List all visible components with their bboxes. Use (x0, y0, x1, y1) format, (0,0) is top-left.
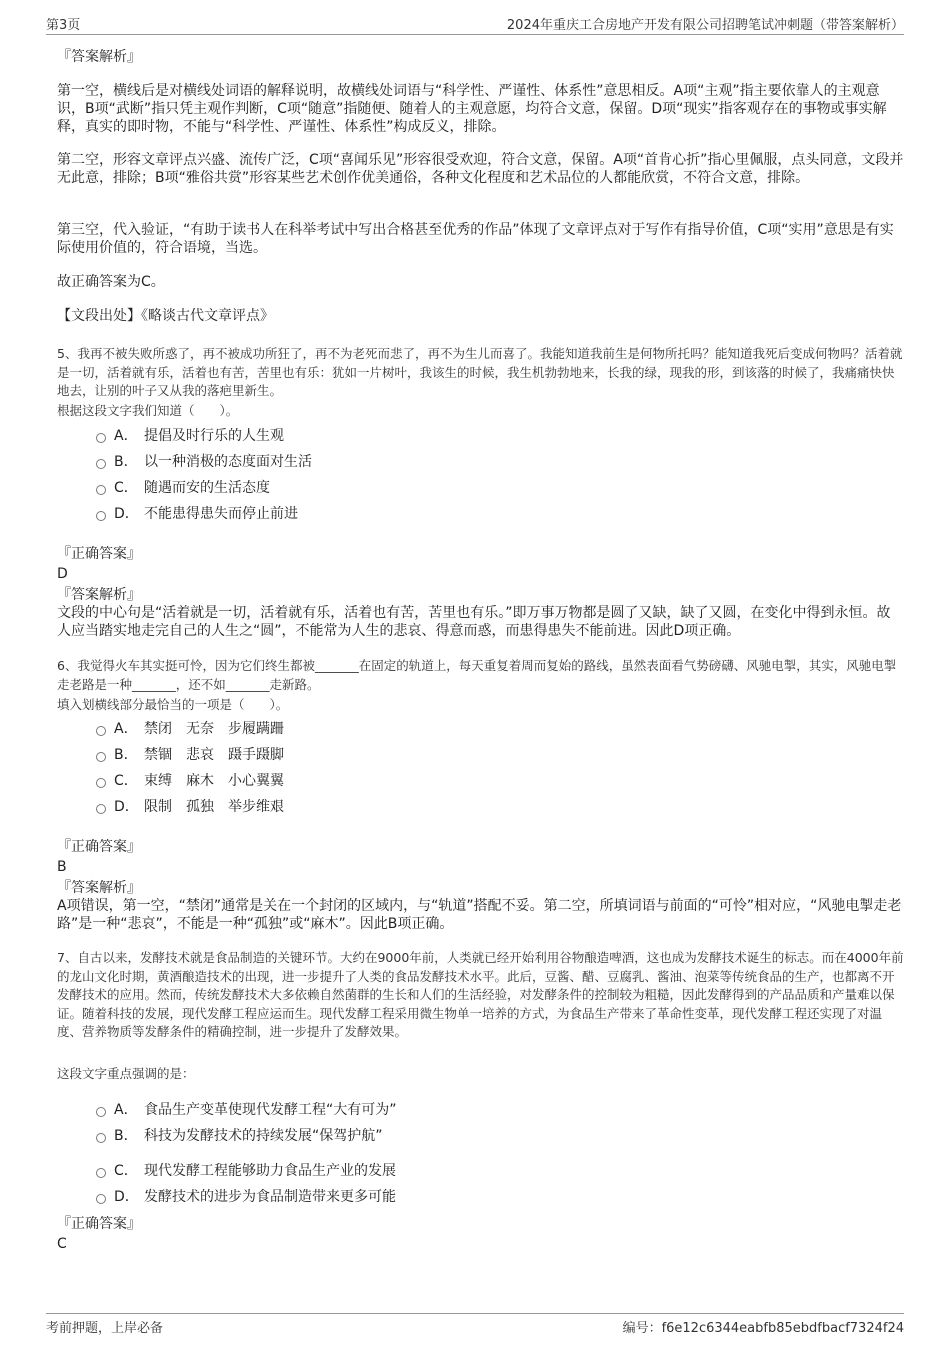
q5-option-b[interactable]: B． 以一种消极的态度面对生活 (96, 452, 312, 472)
document-code: 编号：f6e12c6344eabfb85ebdfbacf7324f24 (622, 1321, 904, 1336)
page-footer (46, 1313, 904, 1336)
q6-answer-label: 『正确答案』 (57, 839, 141, 855)
q5-answer: D (57, 566, 68, 582)
q7-answer: C (57, 1236, 67, 1252)
q6-option-a[interactable]: A． 禁闭 无奈 步履蹒跚 (96, 719, 284, 739)
q6-option-d[interactable]: D． 限制 孤独 举步维艰 (96, 797, 284, 817)
q5-option-a[interactable]: A． 提倡及时行乐的人生观 (96, 426, 284, 446)
radio-icon[interactable] (96, 1133, 106, 1143)
page-number: 第3页 (46, 18, 81, 33)
radio-icon[interactable] (96, 778, 106, 788)
q6-prompt: 填入划横线部分最恰当的一项是（ ）。 (57, 697, 289, 712)
q6-stem: 6、我觉得火车其实挺可怜，因为它们终生都被_______在固定的轨道上，每天重复着周而复始的路线，虽然表面看气势磅礴、风驰电掣，其实，风驰电掣走老路是一种_______，还不如_______走新路。 (57, 658, 897, 692)
radio-icon[interactable] (96, 433, 106, 443)
q6-answer: B (57, 859, 67, 875)
q4-analysis-p2: 第二空，形容文章评点兴盛、流传广泛，C项“喜闻乐见”形容很受欢迎，符合文意，保留。A项“首肯心折”指心里佩服，点头同意，文段并无此意，排除；B项“雅俗共赏”形容某些艺术创作优美通俗，各种文化程度和艺术品位的人都能欣赏，不符合文意，排除。 (57, 152, 904, 186)
q7-prompt: 这段文字重点强调的是： (57, 1066, 195, 1081)
q7-option-c[interactable]: C． 现代发酵工程能够助力食品生产业的发展 (96, 1161, 396, 1181)
radio-icon[interactable] (96, 752, 106, 762)
q7-stem: 7、自古以来，发酵技术就是食品制造的关键环节。大约在9000年前，人类就已经开始利用谷物酿造啤酒，这也成为发酵技术诞生的标志。而在4000年前的龙山文化时期，黄酒酿造技术的出现，进一步提升了人类的食品发酵技术水平。此后，豆酱、醋、豆腐乳、酱油、泡菜等传统食品的生产，也都离不开发酵技术的应用。然而，传统发酵技术大多依赖自然菌群的生长和人们的生活经验，对发酵条件的控制较为粗糙，因此发酵得到的产品品质和产量难以保证。随着科技的发展，现代发酵工程应运而生。现代发酵工程采用微生物单一培养的方式，为食品生产带来了革命性变革，现代发酵工程还实现了对温度、营养物质等发酵条件的精确控制，进一步提升了发酵效果。 (57, 950, 904, 1039)
q4-conclusion: 故正确答案为C。 (57, 274, 165, 290)
radio-icon[interactable] (96, 1107, 106, 1117)
radio-icon[interactable] (96, 511, 106, 521)
q4-source: 【文段出处】《略谈古代文章评点》 (57, 308, 274, 324)
page-header (46, 14, 904, 35)
q4-analysis-p3: 第三空，代入验证，“有助于读书人在科举考试中写出合格甚至优秀的作品”体现了文章评点对于写作有指导价值，C项“实用”意思是有实际使用价值的，符合语境，当选。 (57, 222, 894, 256)
q4-analysis-p1: 第一空，横线后是对横线处词语的解释说明，故横线处词语与“科学性、严谨性、体系性”意思相反。A项“主观”指主要依靠人的主观意识，B项“武断”指只凭主观作判断，C项“随意”指随便、随着人的主观意愿，均符合文意，保留。D项“现实”指客观存在的事物或事实解释，真实的即时物，不能与“科学性、严谨性、体系性”构成反义，排除。 (57, 83, 887, 135)
q5-stem: 5、我再不被失败所惑了，再不被成功所狂了，再不为老死而悲了，再不为生儿而喜了。我能知道我前生是何物所托吗？能知道我死后变成何物吗？活着就是一切，活着就有乐，活着也有苦，苦里也有乐：犹如一片树叶，我该生的时候，我生机勃勃地来，长我的绿，现我的形，到该落的时候了，我痛痛快快地去，让别的叶子又从我的落疤里新生。 (57, 346, 903, 398)
q4-analysis-label: 『答案解析』 (57, 49, 141, 65)
q5-option-d[interactable]: D． 不能患得患失而停止前进 (96, 504, 298, 524)
q6-option-c[interactable]: C． 束缚 麻木 小心翼翼 (96, 771, 284, 791)
q5-prompt: 根据这段文字我们知道（ ）。 (57, 403, 239, 418)
radio-icon[interactable] (96, 459, 106, 469)
q6-option-b[interactable]: B． 禁锢 悲哀 蹑手蹑脚 (96, 745, 284, 765)
footer-slogan: 考前押题，上岸必备 (46, 1321, 164, 1336)
q6-analysis: A项错误，第一空，“禁闭”通常是关在一个封闭的区域内，与“轨道”搭配不妥。第二空，所填词语与前面的“可怜”相对应，“风驰电掣走老路”是一种“悲哀”，不能是一种“孤独”或“麻木”。因此B项正确。 (57, 898, 902, 932)
q7-answer-label: 『正确答案』 (57, 1216, 141, 1232)
q5-answer-label: 『正确答案』 (57, 546, 141, 562)
q5-analysis: 文段的中心句是“活着就是一切，活着就有乐，活着也有苦，苦里也有乐。”即万事万物都是圆了又缺，缺了又圆，在变化中得到永恒。故人应当踏实地走完自己的人生之“圆”，不能常为人生的悲哀、得意而惑，而患得患失不能前进。因此D项正确。 (57, 605, 891, 639)
q5-analysis-label: 『答案解析』 (57, 587, 141, 603)
radio-icon[interactable] (96, 485, 106, 495)
q6-analysis-label: 『答案解析』 (57, 880, 141, 896)
radio-icon[interactable] (96, 726, 106, 736)
q7-option-b[interactable]: B． 科技为发酵技术的持续发展“保驾护航” (96, 1126, 383, 1146)
radio-icon[interactable] (96, 1168, 106, 1178)
q7-option-a[interactable]: A． 食品生产变革使现代发酵工程“大有可为” (96, 1100, 397, 1120)
q7-option-d[interactable]: D． 发酵技术的进步为食品制造带来更多可能 (96, 1187, 396, 1207)
document-title: 2024年重庆工合房地产开发有限公司招聘笔试冲刺题（带答案解析） (506, 18, 904, 33)
q5-option-c[interactable]: C． 随遇而安的生活态度 (96, 478, 270, 498)
radio-icon[interactable] (96, 804, 106, 814)
radio-icon[interactable] (96, 1194, 106, 1204)
